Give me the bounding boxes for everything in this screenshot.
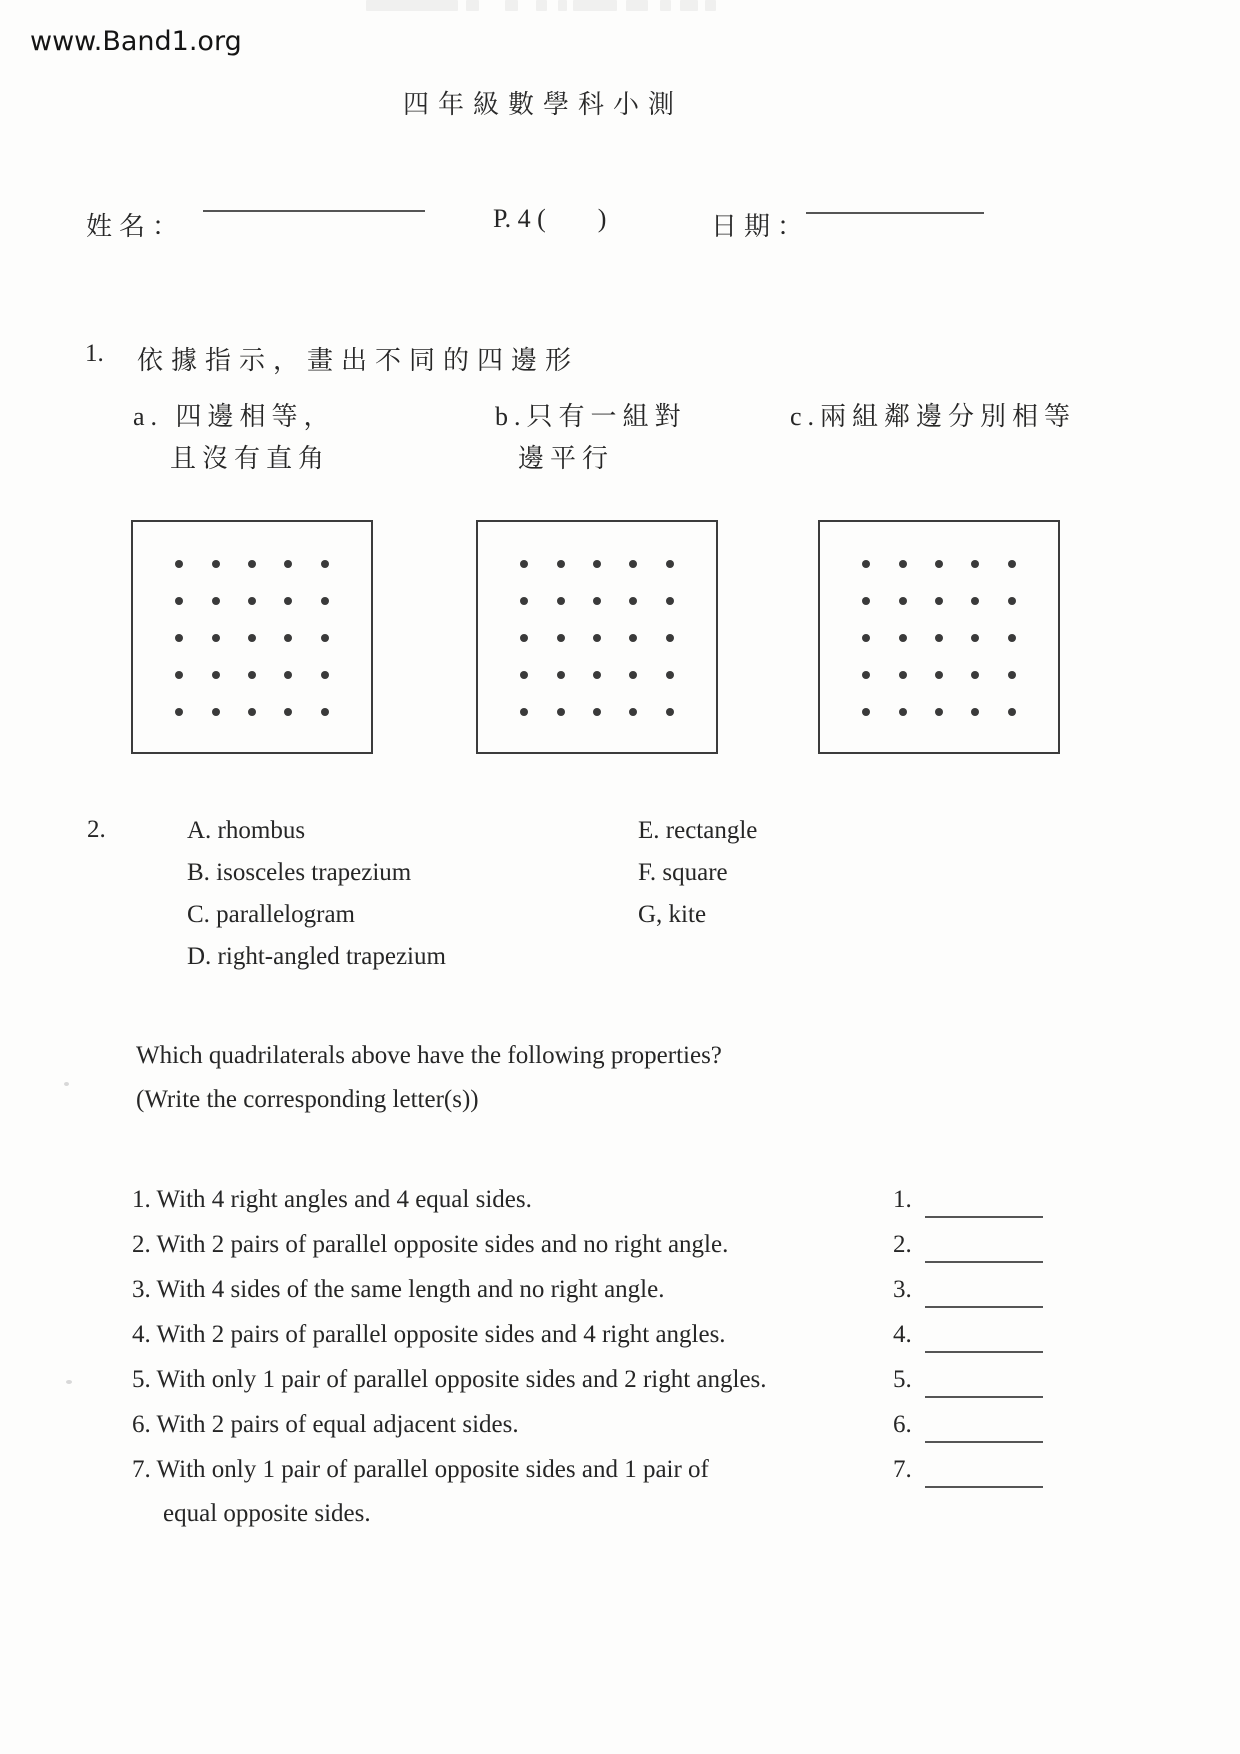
q2-instruction-line2: (Write the corresponding letter(s)) — [136, 1086, 479, 1113]
grid-dot — [321, 597, 329, 605]
dot-grid — [478, 522, 716, 752]
dot-grid-box-c[interactable] — [818, 520, 1060, 754]
date-label: 日期： — [711, 212, 811, 241]
property-line-4: 4. With 2 pairs of parallel opposite sides and 4 right angles. — [132, 1321, 726, 1348]
grid-dot — [520, 597, 528, 605]
grid-dot — [1008, 708, 1016, 716]
grid-dot — [593, 634, 601, 642]
grid-dot — [935, 634, 943, 642]
property-line-3: 3. With 4 sides of the same length and no right angle. — [132, 1276, 665, 1303]
property-line-1: 1. With 4 right angles and 4 equal sides. — [132, 1186, 532, 1213]
grid-dot — [557, 708, 565, 716]
grid-dot — [175, 671, 183, 679]
grid-dot — [629, 634, 637, 642]
grid-dot — [899, 597, 907, 605]
grid-dot — [248, 597, 256, 605]
grid-dot — [629, 671, 637, 679]
q2-option-right-1: F. square — [638, 859, 728, 886]
grid-dot — [557, 597, 565, 605]
grid-dot — [1008, 597, 1016, 605]
grid-dot — [212, 597, 220, 605]
answer-blank-4[interactable] — [925, 1321, 1043, 1353]
q2-option-right-0: E. rectangle — [638, 817, 758, 844]
grid-dot — [971, 708, 979, 716]
grid-dot — [212, 671, 220, 679]
grid-dot — [935, 560, 943, 568]
q2-option-0: A. rhombus — [187, 817, 306, 844]
grid-dot — [971, 671, 979, 679]
grid-dot — [666, 634, 674, 642]
grid-dot — [862, 671, 870, 679]
grid-dot — [899, 560, 907, 568]
grid-dot — [1008, 560, 1016, 568]
grid-dot — [321, 560, 329, 568]
dot-grid — [133, 522, 371, 752]
grid-dot — [971, 634, 979, 642]
grid-dot — [175, 597, 183, 605]
scan-speck — [64, 1082, 69, 1086]
name-blank-field[interactable] — [203, 180, 425, 212]
dot-grid — [820, 522, 1058, 752]
answer-blank-1[interactable] — [925, 1186, 1043, 1218]
answer-blank-3[interactable] — [925, 1276, 1043, 1308]
grid-dot — [862, 597, 870, 605]
q2-instruction-line1: Which quadrilaterals above have the following properties? — [136, 1042, 722, 1069]
q1-part-a-label: a. 四邊相等， — [133, 402, 336, 431]
q1-part-a-label-line2: 且沒有直角 — [170, 444, 331, 473]
property-line-2: 2. With 2 pairs of parallel opposite sides and no right angle. — [132, 1231, 729, 1258]
grid-dot — [593, 560, 601, 568]
answer-number-6: 6. — [893, 1411, 912, 1438]
q2-option-right-2: G, kite — [638, 901, 707, 928]
grid-dot — [899, 671, 907, 679]
grid-dot — [284, 708, 292, 716]
q2-option-3: D. right-angled trapezium — [187, 943, 446, 970]
answer-number-2: 2. — [893, 1231, 912, 1258]
grid-dot — [899, 708, 907, 716]
grid-dot — [321, 708, 329, 716]
scan-speck — [66, 1380, 72, 1384]
answer-blank-7[interactable] — [925, 1456, 1043, 1488]
q2-options-left-column — [187, 816, 446, 984]
grid-dot — [284, 597, 292, 605]
q1-part-b-label-line2: 邊平行 — [518, 444, 615, 473]
grid-dot — [557, 560, 565, 568]
answer-blank-2[interactable] — [925, 1231, 1043, 1263]
grid-dot — [248, 634, 256, 642]
grid-dot — [862, 560, 870, 568]
grid-dot — [629, 560, 637, 568]
grid-dot — [248, 708, 256, 716]
answer-number-1: 1. — [893, 1186, 912, 1213]
answer-number-5: 5. — [893, 1366, 912, 1393]
grid-dot — [862, 634, 870, 642]
grid-dot — [971, 560, 979, 568]
grid-dot — [1008, 634, 1016, 642]
grid-dot — [212, 560, 220, 568]
grid-dot — [629, 708, 637, 716]
answer-blank-6[interactable] — [925, 1411, 1043, 1443]
grid-dot — [666, 671, 674, 679]
grid-dot — [284, 671, 292, 679]
grid-dot — [971, 597, 979, 605]
grid-dot — [284, 634, 292, 642]
grid-dot — [935, 708, 943, 716]
dot-grid-box-a[interactable] — [131, 520, 373, 754]
q1-part-c-label: c.兩組鄰邊分別相等 — [790, 402, 1077, 431]
page-top-scan-artifact — [0, 0, 1240, 12]
answer-number-4: 4. — [893, 1321, 912, 1348]
grid-dot — [666, 597, 674, 605]
grid-dot — [520, 708, 528, 716]
grid-dot — [212, 708, 220, 716]
grid-dot — [321, 634, 329, 642]
grid-dot — [935, 671, 943, 679]
answer-number-7: 7. — [893, 1456, 912, 1483]
grid-dot — [520, 560, 528, 568]
q1-number: 1. — [85, 340, 104, 367]
grid-dot — [593, 671, 601, 679]
grid-dot — [284, 560, 292, 568]
answer-blank-5[interactable] — [925, 1366, 1043, 1398]
answer-number-3: 3. — [893, 1276, 912, 1303]
grid-dot — [666, 708, 674, 716]
grid-dot — [175, 634, 183, 642]
grid-dot — [1008, 671, 1016, 679]
grid-dot — [248, 560, 256, 568]
site-watermark: www.Band1.org — [30, 26, 242, 57]
q2-number: 2. — [87, 816, 106, 843]
q2-option-1: B. isosceles trapezium — [187, 859, 412, 886]
grid-dot — [935, 597, 943, 605]
dot-grid-box-b[interactable] — [476, 520, 718, 754]
name-label: 姓名： — [86, 212, 186, 241]
grid-dot — [862, 708, 870, 716]
grid-dot — [557, 634, 565, 642]
grid-dot — [593, 597, 601, 605]
date-blank-field[interactable] — [806, 182, 984, 214]
grid-dot — [212, 634, 220, 642]
property-line-5: 5. With only 1 pair of parallel opposite sides and 2 right angles. — [132, 1366, 767, 1393]
q1-prompt: 依據指示，畫出不同的四邊形 — [137, 346, 580, 375]
q2-options-right-column — [638, 816, 757, 942]
page-title: 四年級數學科小測 — [403, 90, 684, 119]
grid-dot — [520, 671, 528, 679]
grid-dot — [593, 708, 601, 716]
property-line-continuation: equal opposite sides. — [163, 1500, 371, 1527]
class-label: P. 4 ( ) — [493, 204, 607, 233]
grid-dot — [175, 560, 183, 568]
property-line-6: 6. With 2 pairs of equal adjacent sides. — [132, 1411, 519, 1438]
grid-dot — [629, 597, 637, 605]
grid-dot — [520, 634, 528, 642]
q2-option-2: C. parallelogram — [187, 901, 355, 928]
grid-dot — [175, 708, 183, 716]
grid-dot — [666, 560, 674, 568]
grid-dot — [321, 671, 329, 679]
property-line-7: 7. With only 1 pair of parallel opposite sides and 1 pair of — [132, 1456, 709, 1483]
grid-dot — [557, 671, 565, 679]
grid-dot — [899, 634, 907, 642]
grid-dot — [248, 671, 256, 679]
q1-part-b-label: b.只有一組對 — [495, 402, 687, 431]
